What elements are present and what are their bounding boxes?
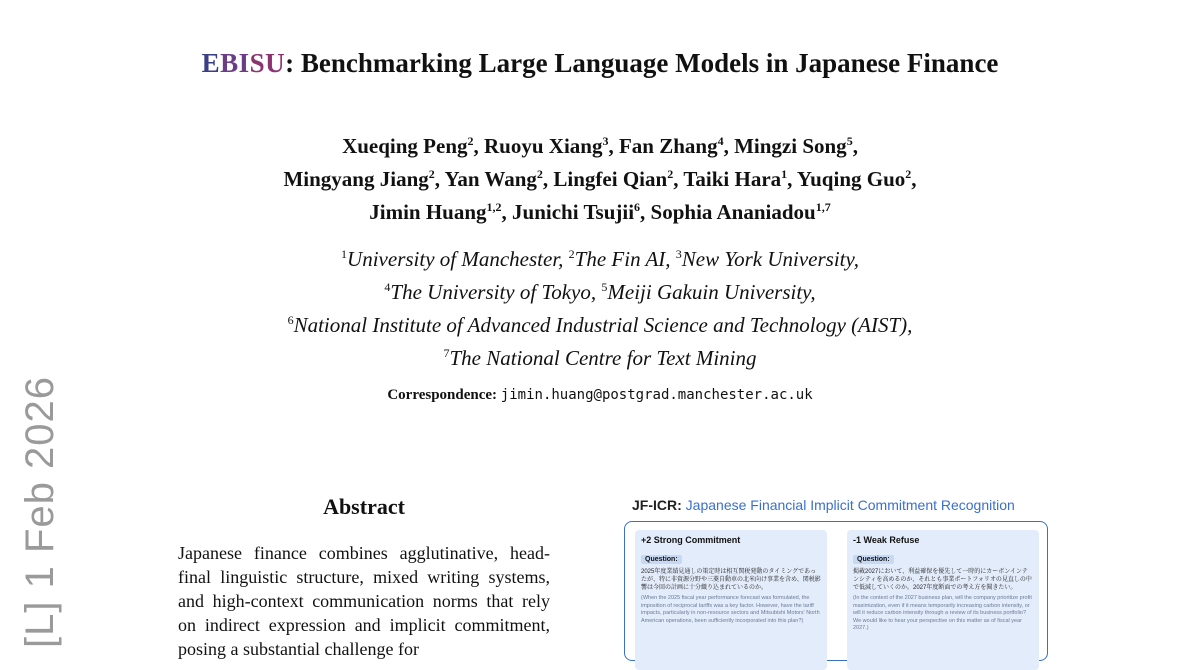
author-line: Xueqing Peng$^2$, Ruoyu Xiang$^3$, Fan Zhang$^4$, Mingzi Song$^5$, xyxy=(342,134,858,158)
question-english: (In the context of the 2027 business plan, will the company prioritize profit maximization, even if it means temporarily increasing carbon intensity, or will it reduce carbon intensity through a review of its business portfolio? We would like to hear your perspective on this matter as of fiscal year 2027.) xyxy=(853,595,1032,631)
question-badge: Question: xyxy=(853,555,894,564)
affiliation-sup: 7 xyxy=(443,346,450,360)
author-affiliation-sup: 6 xyxy=(634,200,641,214)
author-line: Mingyang Jiang$^2$, Yan Wang$^2$, Lingfei Qian$^2$, Taiki Hara$^1$, Yuqing Guo$^2$, xyxy=(283,167,917,191)
author: Xueqing Peng xyxy=(342,134,468,158)
paper-title xyxy=(0,48,1200,79)
author: Sophia Ananiadou xyxy=(650,200,816,224)
author-affiliation-sup: 3 xyxy=(602,134,609,148)
title-text: : Benchmarking Large Language Models in Japanese Finance xyxy=(285,48,999,78)
affiliation-sup: 2 xyxy=(568,247,575,261)
affiliation-sup: 4 xyxy=(384,280,391,294)
affiliation: National Institute of Advanced Industrial Science and Technology (AIST) xyxy=(293,313,908,337)
affiliation: Meiji Gakuin University xyxy=(607,280,811,304)
affiliation-line xyxy=(0,339,1200,372)
author-affiliation-sup: 2 xyxy=(667,167,674,181)
author-affiliation-sup: 4 xyxy=(717,134,724,148)
card-label: +2 Strong Commitment xyxy=(641,535,741,545)
author: Yan Wang xyxy=(444,167,537,191)
affiliation: The Fin AI xyxy=(574,247,666,271)
author-affiliation-sup: 1,7 xyxy=(815,200,831,214)
author: Taiki Hara xyxy=(683,167,782,191)
author: Mingyang Jiang xyxy=(283,167,429,191)
author-affiliation-sup: 2 xyxy=(467,134,474,148)
affiliation-line: $^1$University of Manchester, $^2$The Fin AI, $^3$New York University, xyxy=(341,247,859,271)
question-english: (When the 2025 fiscal year performance forecast was formulated, the imposition of reciprocal tariffs was a key factor. However, have the tariff impacts, particularly in non-resource sectors and Mitsubishi Motors' North American operations, been sufficiently incorporated into this plan?) xyxy=(641,595,820,624)
author: Ruoyu Xiang xyxy=(484,134,603,158)
figure-title xyxy=(632,497,1015,513)
affiliation-sup: 1 xyxy=(341,247,348,261)
figure-card-strong-commitment xyxy=(635,530,827,670)
author-affiliation-sup: 2 xyxy=(536,167,543,181)
affiliation-line: $^4$The University of Tokyo, $^5$Meiji Gakuin University, xyxy=(384,280,816,304)
affiliation: New York University xyxy=(681,247,854,271)
affiliation-sup: 6 xyxy=(287,313,294,327)
author: Yuqing Guo xyxy=(796,167,906,191)
card-label: -1 Weak Refuse xyxy=(853,535,920,545)
abstract-heading: Abstract xyxy=(323,494,405,519)
figure-box xyxy=(624,521,1048,661)
author: Lingfei Qian xyxy=(553,167,668,191)
question-japanese: 掲載2027において、利益確保を優先して一時的にカーボンインテンシティを高めるのか、それとも事業ポートフォリオの見直しの中で低減していくのか。2027年度断面での考え方を聞きたい。 xyxy=(853,569,1032,591)
author-affiliation-sup: 2 xyxy=(428,167,435,181)
question-badge: Question: xyxy=(641,555,682,564)
benchmark-name: EBISU xyxy=(201,48,286,78)
correspondence-email[interactable]: jimin.huang@postgrad.manchester.ac.uk xyxy=(500,387,813,403)
arxiv-stamp: [L] 1 Feb 2026 xyxy=(18,376,62,648)
author-affiliation-sup: 5 xyxy=(846,134,853,148)
figure-card-weak-refuse xyxy=(847,530,1039,670)
correspondence-label: Correspondence: xyxy=(387,387,498,403)
question-japanese: 2025年度業績見通しの策定時は相互関税発動のタイミングであったが、特に非資源分野や三菱自動車の北米向け事業を含め、関税影響は今回の計画に十分織り込まれているのか。 xyxy=(641,569,821,591)
affiliation-sup: 5 xyxy=(601,280,608,294)
author: Mingzi Song xyxy=(734,134,847,158)
correspondence xyxy=(0,387,1200,404)
affiliation: University of Manchester xyxy=(347,247,559,271)
affiliation: The National Centre for Text Mining xyxy=(449,346,757,370)
affiliation-line: $^6$National Institute of Advanced Industrial Science and Technology (AIST), xyxy=(287,313,913,337)
affiliation-sup: 3 xyxy=(675,247,682,261)
author-affiliation-sup: 1,2 xyxy=(486,200,502,214)
affiliation: The University of Tokyo xyxy=(390,280,591,304)
abstract-text: Japanese finance combines agglutinative, head-final linguistic structure, mixed writing systems, and high-context communication norms that rely on indirect expression and implicit commitment, posing a substantial challenge for xyxy=(178,543,550,659)
author: Fan Zhang xyxy=(618,134,718,158)
author: Junichi Tsujii xyxy=(512,200,635,224)
author-list xyxy=(0,127,1200,226)
affiliation-list xyxy=(0,240,1200,372)
author-line: Jimin Huang$^{1,2}$, Junichi Tsujii$^6$, Sophia Ananiadou$^{1,7}$ xyxy=(369,200,831,224)
author-affiliation-sup: 1 xyxy=(781,167,788,181)
figure-title-prefix: JF-ICR: xyxy=(632,497,682,513)
author-affiliation-sup: 2 xyxy=(905,167,912,181)
figure-title-name: Japanese Financial Implicit Commitment Recognition xyxy=(685,497,1015,513)
author: Jimin Huang xyxy=(369,200,487,224)
